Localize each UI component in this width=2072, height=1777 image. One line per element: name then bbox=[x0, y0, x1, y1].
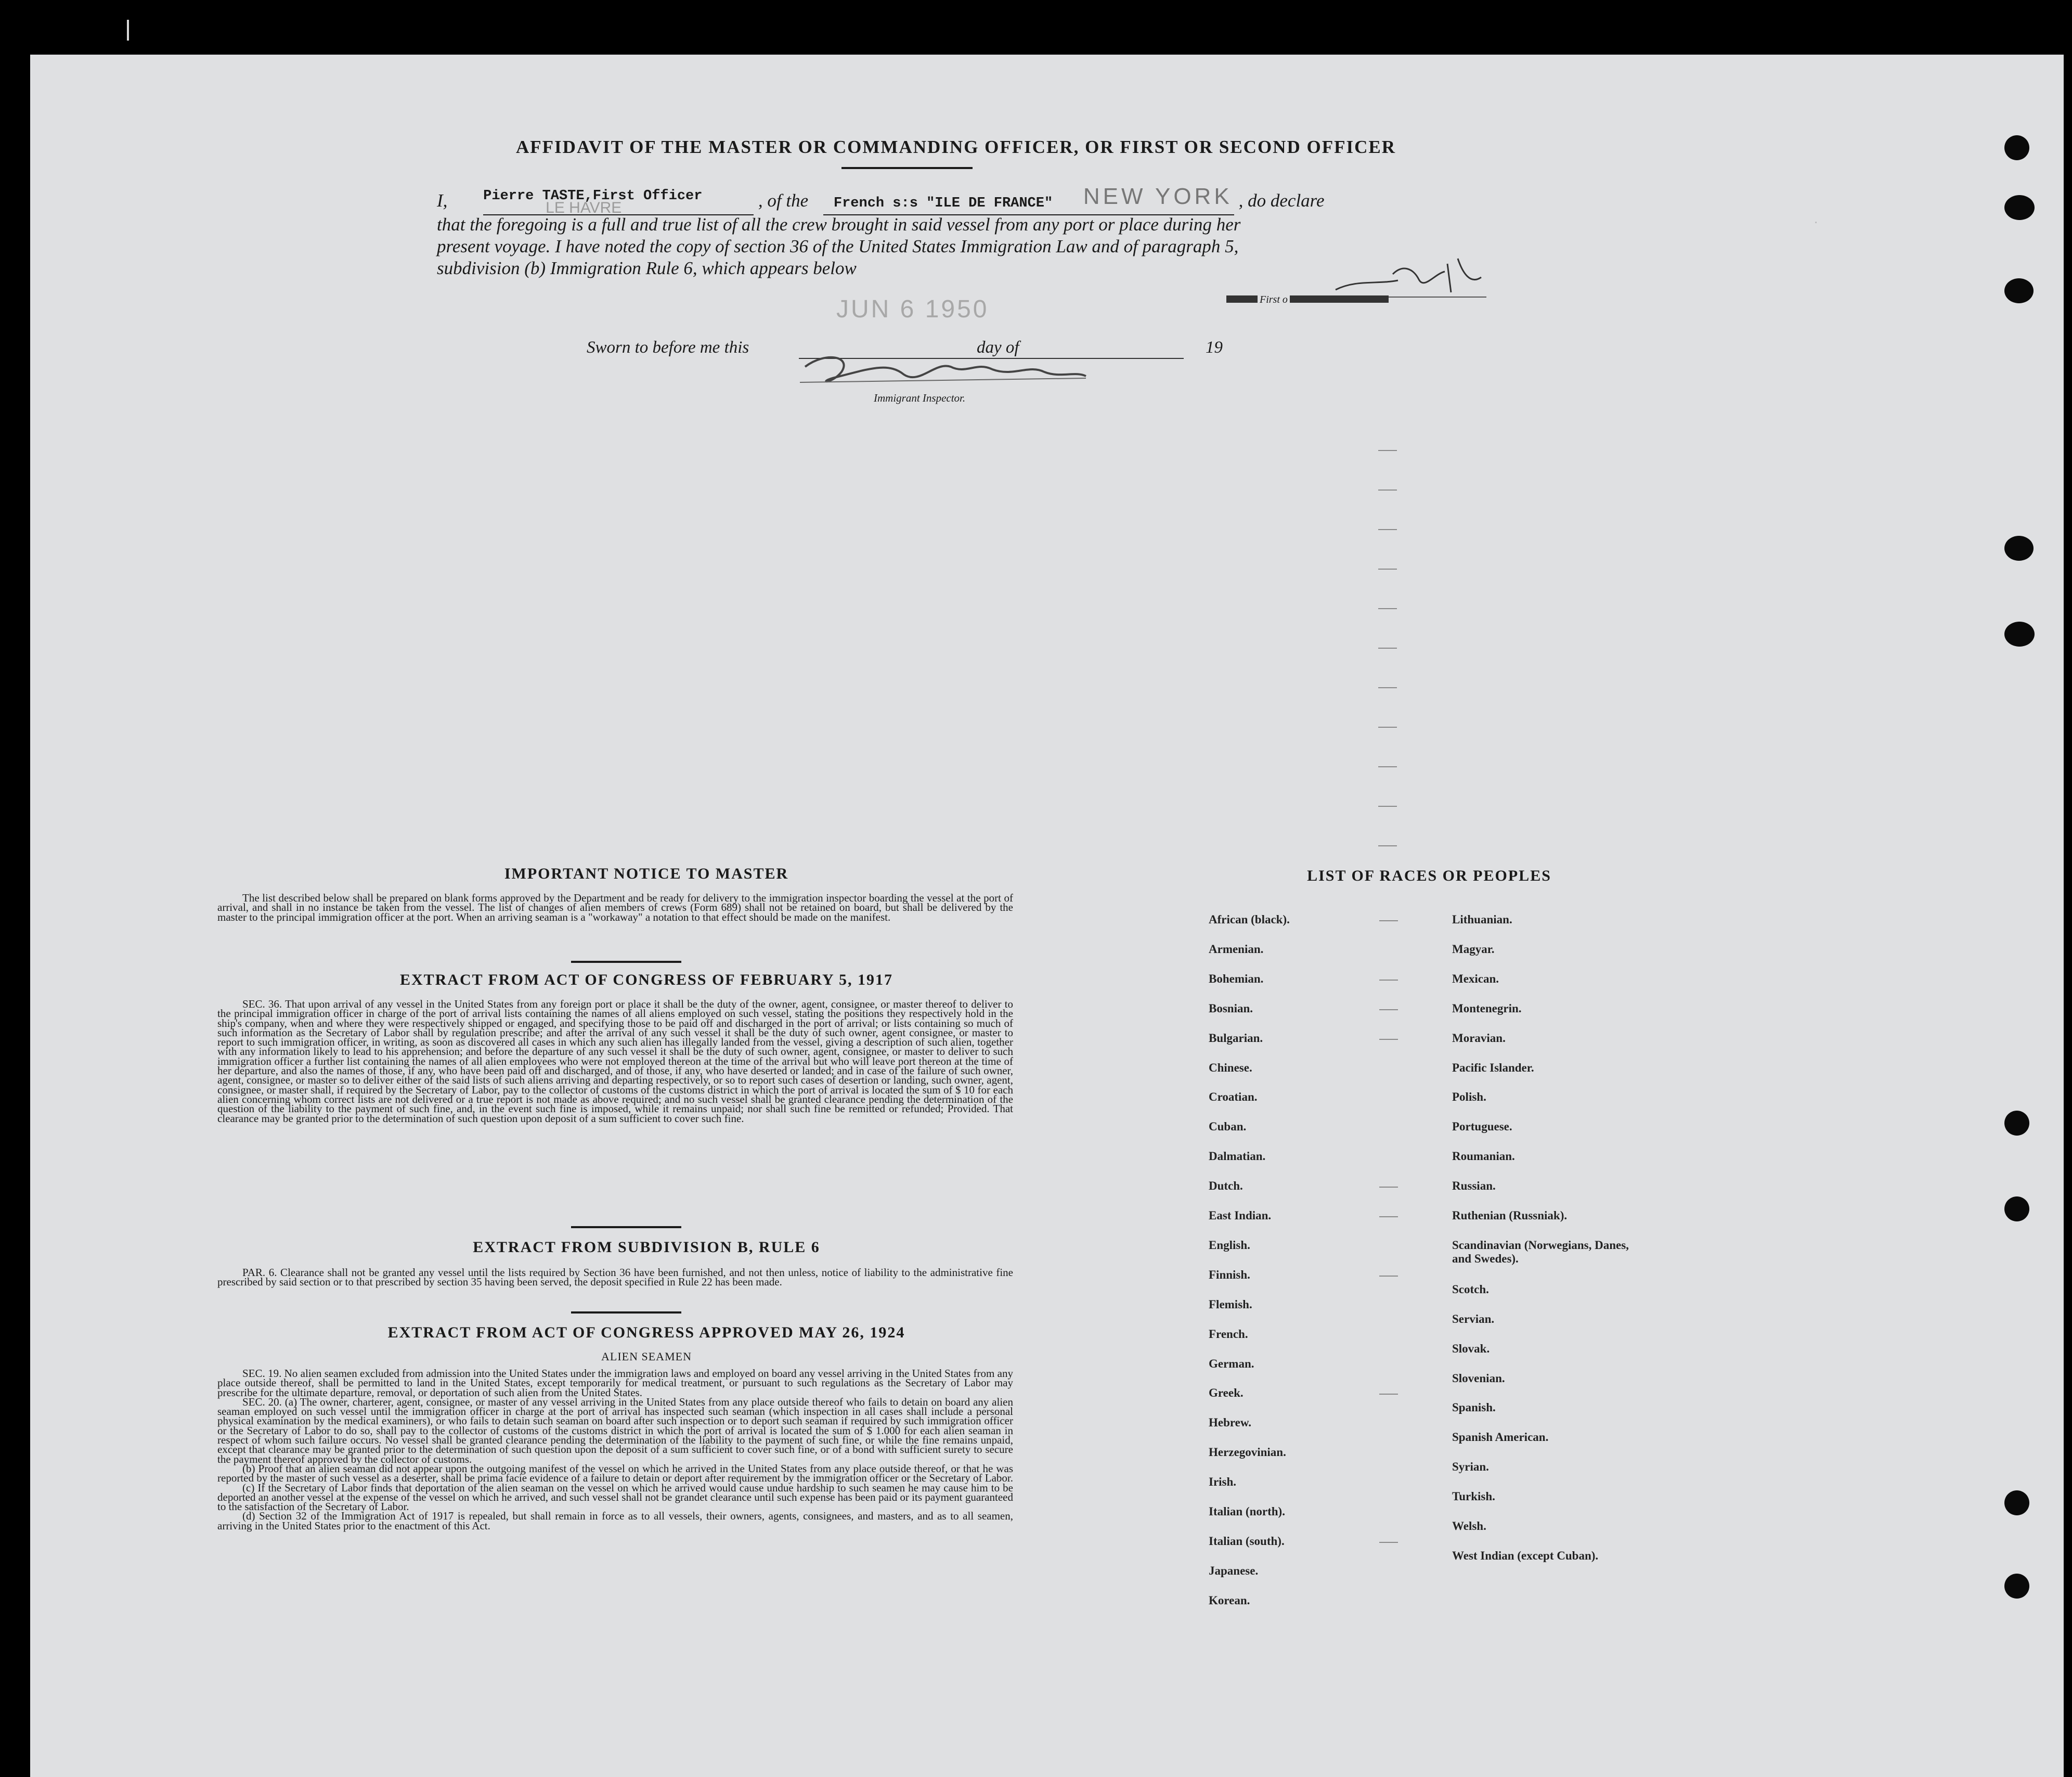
vessel-name: French s:s "ILE DE FRANCE" bbox=[833, 196, 1053, 211]
race-dash bbox=[1379, 1187, 1398, 1188]
race-item: Cuban. bbox=[1209, 1120, 1247, 1134]
race-dash bbox=[1379, 1276, 1398, 1277]
race-item: Korean. bbox=[1209, 1593, 1250, 1607]
of-the-text: , of the bbox=[758, 190, 809, 211]
race-item: Bohemian. bbox=[1209, 972, 1264, 985]
extract-1924-body bbox=[217, 1369, 1013, 1530]
race-item: Dalmatian. bbox=[1209, 1150, 1266, 1163]
affidavit-line-4: subdivision (b) Immigration Rule 6, which appears below bbox=[437, 258, 857, 278]
vessel-field bbox=[823, 184, 1234, 215]
redaction-mark bbox=[1290, 295, 1389, 303]
row-dash bbox=[1378, 727, 1397, 728]
binder-hole bbox=[2004, 195, 2035, 220]
race-item: Flemish. bbox=[1209, 1297, 1252, 1311]
row-dash bbox=[1378, 569, 1397, 570]
affidavit-title: AFFIDAVIT OF THE MASTER OR COMMANDING OFFICER, OR FIRST OR SECOND OFFICER bbox=[516, 137, 1396, 157]
officer-field bbox=[483, 190, 754, 215]
race-item: Spanish. bbox=[1452, 1401, 1496, 1414]
sec-20c-text: (c) If the Secretary of Labor finds that deportation of the alien seaman on the vessel on which he arrived would cause undue hardship to such seamen he may cause him to be deported an another vessel at the expense of the vessel on which he arrived, and such vessel shall not be grandet clearance until such expense has been paid or its payment guaranteed to the satisfaction of the Secretary of Labor. bbox=[217, 1481, 1013, 1513]
race-item: Greek. bbox=[1209, 1386, 1244, 1400]
sec-20a-text: SEC. 20. (a) The owner, charterer, agent, consignee, or master of any vessel arriving in the United States from any place outside thereof who fails to detain on board any alien seaman employed on such vessel until the immigration officer in charge at the port of arrival has inspected such seaman (which inspection in all cases shall include a personal physical examination by the medical examiners), or who fails to detain such seaman on board after such inspection or to deport such seaman if required by such immigration officer or the Secretary of Labor to do so, shall pay to the collector of customs of the customs district in which the port of arrival is located the sum of $ 1.000 for each alien seaman in respect of whom such failure occurs. No vessel shall be granted clearance pending the determination of the liability to the payment of such fine, or while the fine remains unpaid, except that clearance may be granted prior to the determination of such question upon the deposit of a sum sufficient to cover such fine, or of a bond with sufficient surety to secure the payment thereof approved by the collector of customs. bbox=[217, 1395, 1013, 1465]
race-item: Montenegrin. bbox=[1452, 1001, 1522, 1015]
signature-caption-line bbox=[1226, 294, 1445, 305]
redaction-mark bbox=[1226, 295, 1258, 303]
title-rule bbox=[841, 167, 973, 169]
row-dash bbox=[1378, 648, 1397, 649]
sworn-day-of: day of bbox=[977, 338, 1019, 357]
race-item: Dutch. bbox=[1209, 1179, 1243, 1193]
race-item: Hebrew. bbox=[1209, 1416, 1251, 1430]
race-item: Russian. bbox=[1452, 1179, 1496, 1193]
affidavit-line-1 bbox=[437, 184, 1446, 216]
extract-rule6-title: EXTRACT FROM SUBDIVISION B, RULE 6 bbox=[473, 1239, 820, 1256]
race-item: African (black). bbox=[1209, 913, 1290, 926]
race-item: Scotch. bbox=[1452, 1282, 1489, 1296]
race-item: East Indian. bbox=[1209, 1209, 1272, 1222]
race-item: Moravian. bbox=[1452, 1031, 1506, 1045]
race-item: Bulgarian. bbox=[1209, 1031, 1263, 1045]
do-declare-text: , do declare bbox=[1238, 190, 1325, 211]
edge-mark bbox=[127, 20, 129, 41]
binder-hole bbox=[2004, 135, 2029, 160]
race-item: Ruthenian (Russniak). bbox=[1452, 1209, 1568, 1222]
document-page bbox=[30, 55, 2064, 1777]
race-item: Scandinavian (Norwegians, Danes, and Swedes). bbox=[1452, 1238, 1629, 1265]
sec-19-text: SEC. 19. No alien seamen excluded from admission into the United States under the immigration laws and employed on board any vessel arriving in the United States from any place outside thereof, shall be permitted to land in the United States, except temporarily for medical treatment, or pursuant to such regulations as the Secretary of Labor may prescribe for the ultimate departure, removal, or deportation of such alien from the United States. bbox=[217, 1367, 1013, 1399]
extract-rule6-body: PAR. 6. Clearance shall not be granted any vessel until the lists required by Section 36 have been furnished, and not then unless, notice of liability to the administrative fine prescribed by said section or to that prescribed by section 35 having been served, the deposit specified in Rule 22 has been made. bbox=[217, 1266, 1013, 1289]
race-item: German. bbox=[1209, 1357, 1254, 1370]
notice-title: IMPORTANT NOTICE TO MASTER bbox=[504, 865, 789, 882]
binder-hole bbox=[2004, 1196, 2029, 1221]
race-dash bbox=[1379, 920, 1398, 921]
bleed-through: . bbox=[1814, 211, 1818, 226]
sworn-prefix: Sworn to before me this bbox=[587, 338, 749, 357]
row-dash bbox=[1378, 806, 1397, 807]
sec-20d-text: (d) Section 32 of the Immigration Act of 1917 is repealed, but shall remain in force as to all vessels, their owners, agents, consignees, and masters, and as to all seamen, arriving in the United States prior to the enactment of this Act. bbox=[217, 1510, 1013, 1532]
date-stamp: JUN 6 1950 bbox=[836, 295, 989, 323]
extract-1917-title: EXTRACT FROM ACT OF CONGRESS OF FEBRUARY 5, 1917 bbox=[399, 971, 893, 988]
notice-body: The list described below shall be prepared on blank forms approved by the Department and be ready for delivery to the immigration inspector boarding the vessel at the port of arrival, and shall in no instance be taken from the vessel. The list of changes of alien members of crews (Form 689) shall not be retained on board, but shall be delivered by the master to the principal immigration officer at the port. When an arriving seaman is a "workaway" a notation to that effect should be made on the manifest. bbox=[217, 892, 1013, 923]
binder-hole bbox=[2004, 1490, 2029, 1515]
officer-name: Pierre TASTE,First Officer bbox=[483, 188, 703, 204]
affidavit-line-2: that the foregoing is a full and true list of all the crew brought in said vessel from any port or place during her bbox=[437, 214, 1241, 235]
inspector-caption: Immigrant Inspector. bbox=[874, 392, 966, 404]
ghost-port-text: LE HAVRE bbox=[546, 199, 622, 216]
race-item: Polish. bbox=[1452, 1090, 1486, 1104]
races-title: LIST OF RACES OR PEOPLES bbox=[1307, 867, 1551, 884]
row-dash bbox=[1378, 490, 1397, 491]
section-rule bbox=[571, 1311, 681, 1314]
row-dash bbox=[1378, 608, 1397, 609]
race-item: Finnish. bbox=[1209, 1268, 1250, 1281]
binder-hole bbox=[2004, 536, 2034, 561]
extract-1917-body: SEC. 36. That upon arrival of any vessel in the United States from any foreign port or place it shall be the duty of the owner, agent, consignee, or master thereof to deliver to the principal immigration officer in charge of the port of arrival lists containing the names of all aliens employed on such vessel, stating the positions they respectively hold in the ship's company, when and where they were respectively shipped or engaged, and specifying those to be paid off and discharged in the port of arrival; or lists containing so much of such information as the Secretary of Labor shall by regulation prescribe; and after the arrival of any such vessel it shall be the duty of such owner, agent consignee, or master to report to such immigration officer, in writing, as soon as discovered all cases in which any such alien has illegally landed from the vessel, giving a description of such alien, together with any information likely to lead to his apprehension; and before the departure of any such vessel it shall be the duty of such owner, agent, consignee, or master to deliver to such immigration officer a further list containing the names of all alien employees who were not employed thereon at the time of the arrival but who will leave port thereon at the time of her departure, and also the names of those, if any, who have been paid off and discharged, and of those, if any, who have deserted or landed; and in case of the failure of such owner, agent, consignee, or master so to deliver either of the said lists of such aliens arriving and departing respectively, or so to report such cases of desertion or landing, such owner, agent, consignee, or master shall, if required by the Secretary of Labor, pay to the collector of customs of the customs district in which the port of arrival is located the sum of $ 10 for each alien concerning whom correct lists are not delivered or a true report is not made as above required; and no such vessel shall be granted clearance pending the determination of the question of the liability to the payment of such fine, and, in the event such fine is imposed, while it remains unpaid; nor shall such fine be remitted or refunded; Provided. That clearance may be granted prior to the determination of such question upon deposit of a sum sufficient to cover such fine. bbox=[217, 998, 1013, 1125]
race-dash bbox=[1379, 1009, 1398, 1010]
race-item: Chinese. bbox=[1209, 1061, 1252, 1074]
port-stamp: NEW YORK bbox=[1083, 184, 1233, 209]
race-item: Turkish. bbox=[1452, 1490, 1495, 1503]
sworn-year: 19 bbox=[1206, 338, 1223, 357]
race-dash bbox=[1379, 1542, 1398, 1543]
race-dash bbox=[1379, 1394, 1398, 1395]
binder-hole bbox=[2004, 622, 2035, 647]
race-item: Syrian. bbox=[1452, 1460, 1489, 1474]
sec-20b-text: (b) Proof that an alien seaman did not appear upon the outgoing manifest of the vessel on which he arrived in the United States from any place outside thereof, or that he was reported by the master of such vessel as a deserter, shall be prima facie evidence of a failure to detain or deport after requirement by the immigration officer or the Secretary of Labor. bbox=[217, 1462, 1013, 1485]
race-item: English. bbox=[1209, 1238, 1250, 1252]
affidavit-line-3: present voyage. I have noted the copy of section 36 of the United States Immigration Law and of paragraph 5, bbox=[437, 236, 1239, 256]
alien-seamen-subtitle: ALIEN SEAMEN bbox=[601, 1350, 692, 1363]
row-dash bbox=[1378, 845, 1397, 846]
race-item: Armenian. bbox=[1209, 942, 1264, 956]
race-item: Italian (north). bbox=[1209, 1505, 1285, 1518]
row-dash bbox=[1378, 529, 1397, 530]
binder-hole bbox=[2004, 1111, 2029, 1136]
inspector-signature bbox=[795, 346, 1096, 393]
race-item: Croatian. bbox=[1209, 1090, 1258, 1104]
race-item: Slovak. bbox=[1452, 1342, 1490, 1355]
race-item: Pacific Islander. bbox=[1452, 1061, 1534, 1074]
race-item: Herzegovinian. bbox=[1209, 1446, 1286, 1459]
race-item: Roumanian. bbox=[1452, 1150, 1515, 1163]
race-item: French. bbox=[1209, 1327, 1248, 1341]
race-item: Mexican. bbox=[1452, 972, 1499, 985]
race-item: Italian (south). bbox=[1209, 1534, 1285, 1548]
race-item: Slovenian. bbox=[1452, 1371, 1505, 1385]
section-rule bbox=[571, 1226, 681, 1228]
row-dash bbox=[1378, 766, 1397, 767]
signature-caption: First o bbox=[1260, 294, 1288, 305]
row-dash bbox=[1378, 687, 1397, 688]
race-item: Irish. bbox=[1209, 1475, 1237, 1489]
race-item: West Indian (except Cuban). bbox=[1452, 1549, 1599, 1562]
race-item: Welsh. bbox=[1452, 1520, 1486, 1533]
race-dash bbox=[1379, 1039, 1398, 1040]
race-item: Spanish American. bbox=[1452, 1431, 1549, 1444]
race-dash bbox=[1379, 980, 1398, 981]
row-dash bbox=[1378, 450, 1397, 451]
extract-1924-title: EXTRACT FROM ACT OF CONGRESS APPROVED MAY 26, 1924 bbox=[387, 1324, 905, 1341]
race-item: Portuguese. bbox=[1452, 1120, 1512, 1134]
race-dash bbox=[1379, 1216, 1398, 1217]
race-item: Japanese. bbox=[1209, 1564, 1259, 1577]
race-item: Servian. bbox=[1452, 1312, 1495, 1325]
binder-hole bbox=[2004, 1574, 2029, 1599]
race-item: Magyar. bbox=[1452, 942, 1495, 956]
race-item: Lithuanian. bbox=[1452, 913, 1512, 926]
race-item: Bosnian. bbox=[1209, 1001, 1253, 1015]
affidavit-i: I, bbox=[437, 190, 448, 211]
section-rule bbox=[571, 961, 681, 963]
binder-hole bbox=[2004, 278, 2034, 303]
